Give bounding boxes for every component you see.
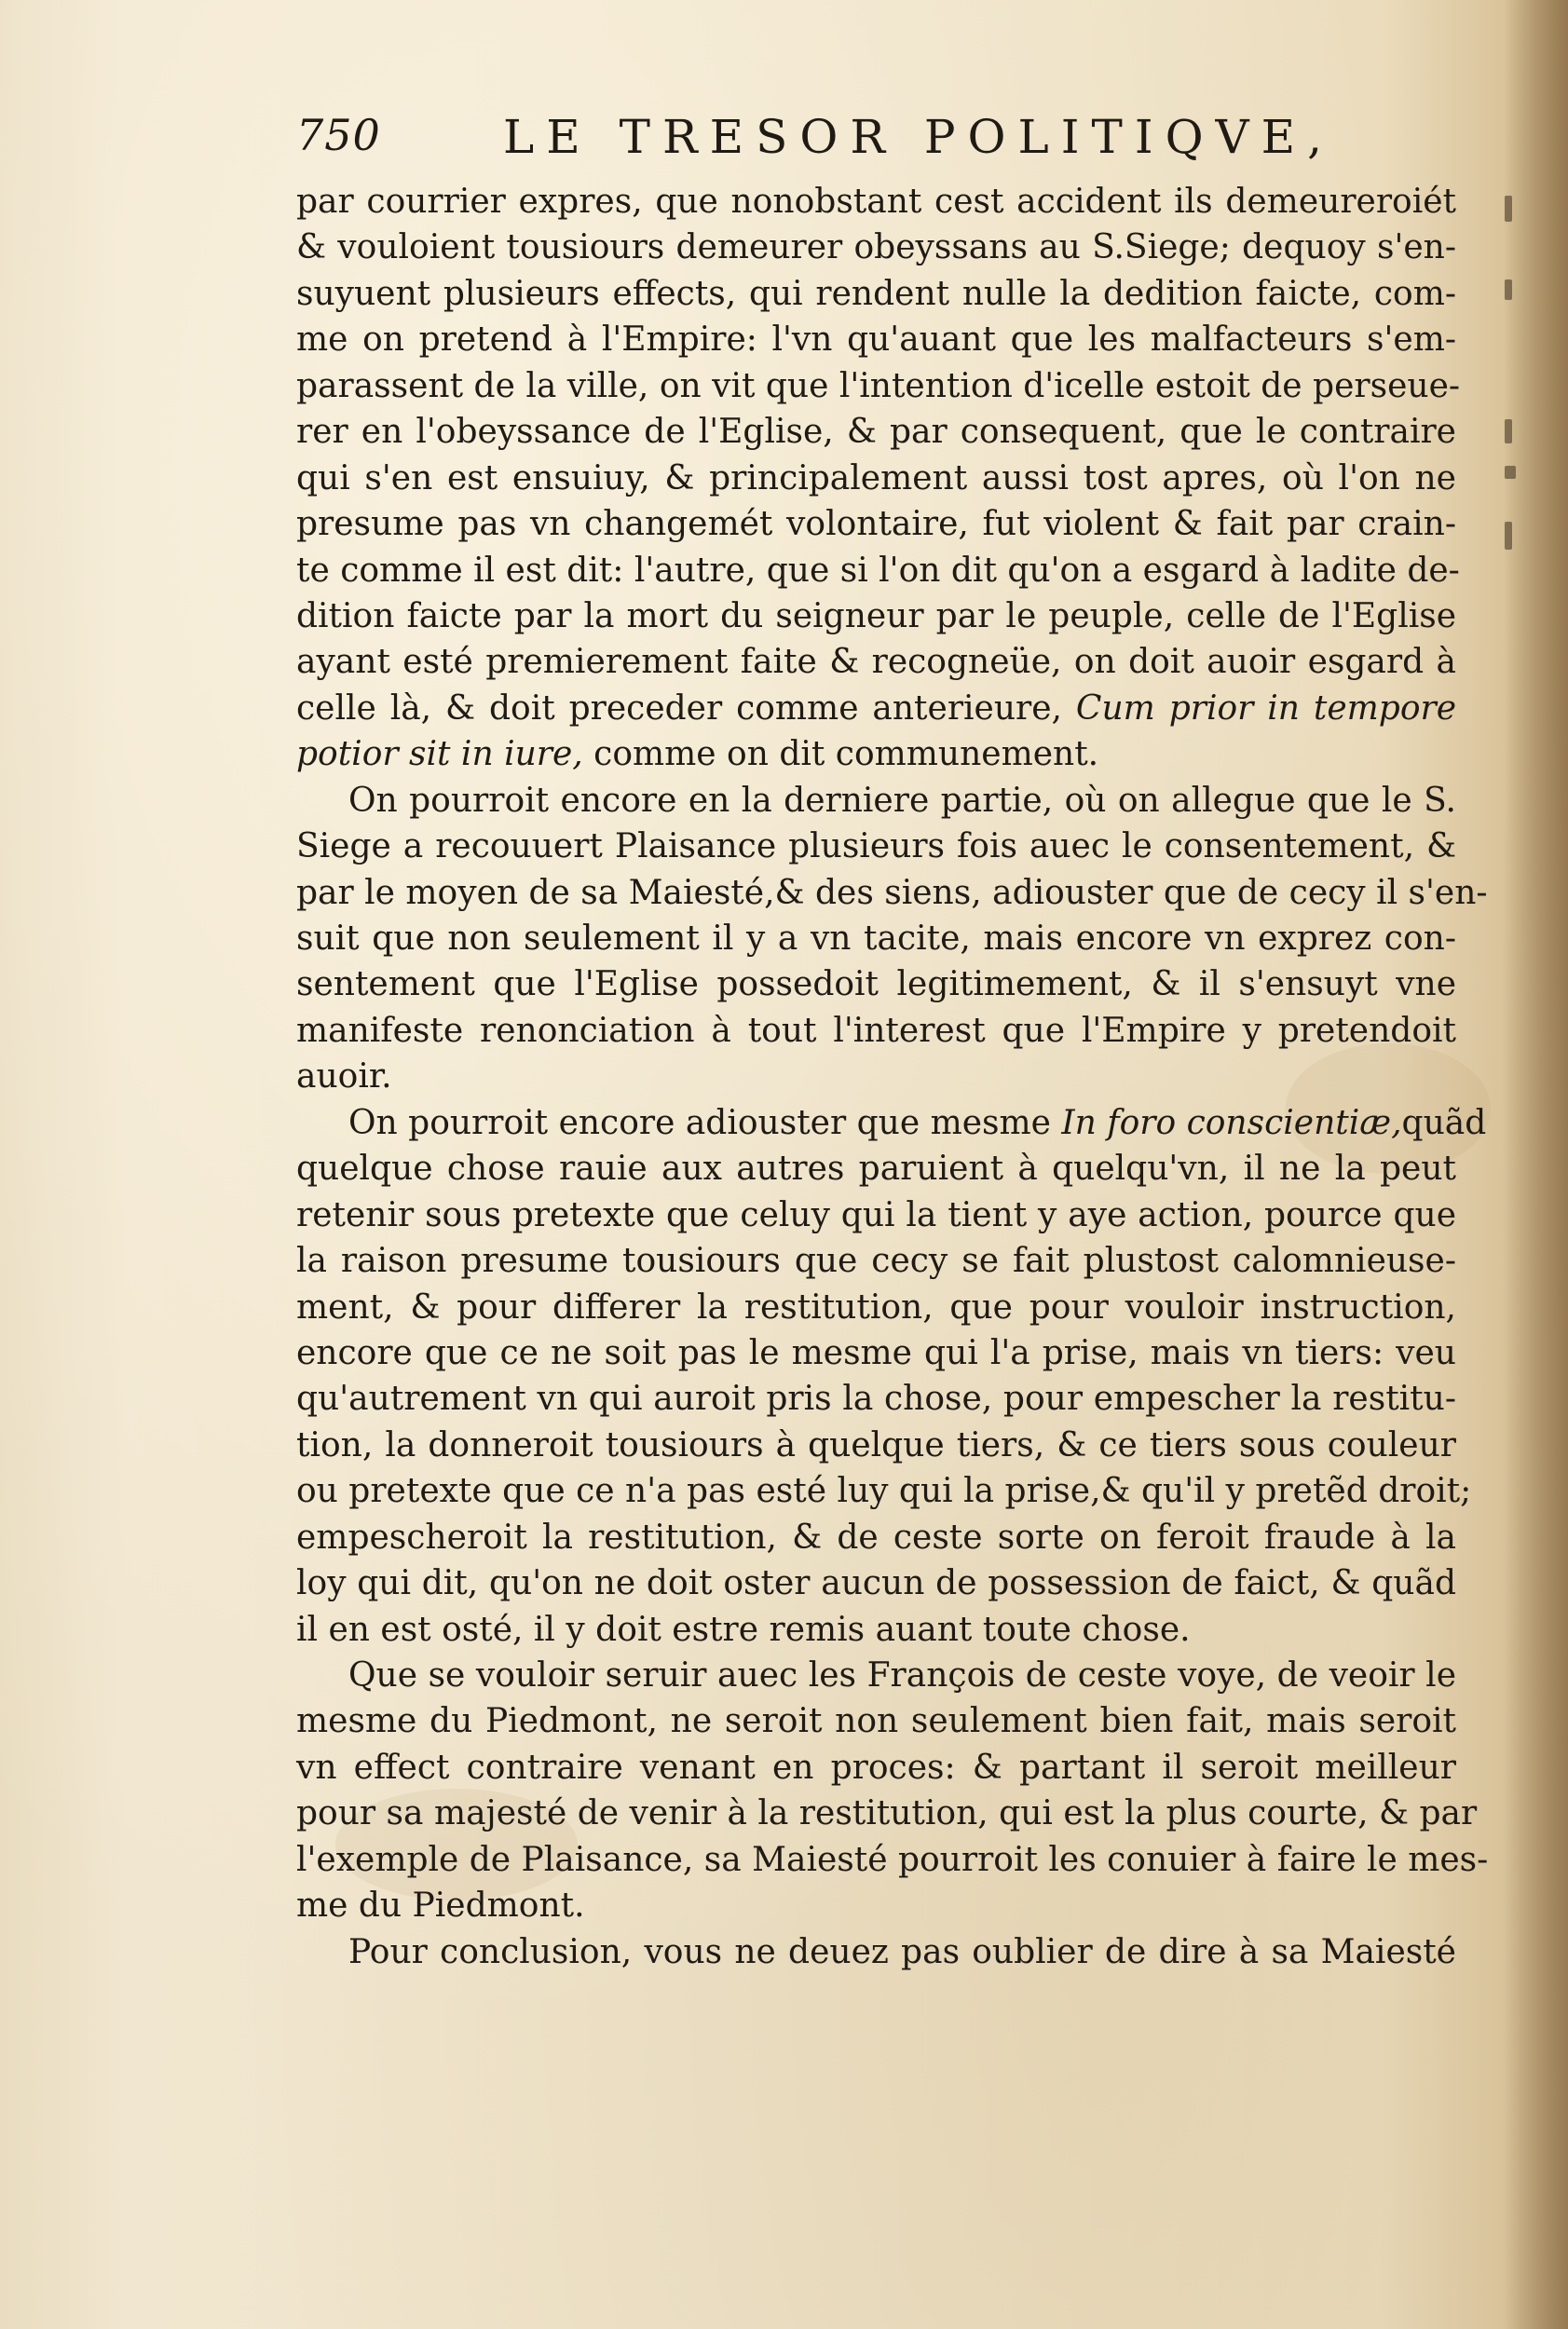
- line-text: retenir sous pretexte que celuy qui la tient y aye action, pource que: [296, 1195, 1456, 1234]
- text-line: [296, 1330, 1456, 1376]
- text-line: [296, 179, 1456, 225]
- text-line: [296, 916, 1456, 961]
- line-text: tion, la donneroit tousiours à quelque tiers, & ce tiers sous couleur: [296, 1425, 1456, 1464]
- line-text: ou pretexte que ce n'a pas esté luy qui la prise,& qu'il y pretẽd droit;: [296, 1472, 1472, 1511]
- text-line: [296, 824, 1456, 869]
- line-text: ment, & pour differer la restitution, que pour vouloir instruction,: [296, 1287, 1456, 1327]
- line-text: te comme il est dit: l'autre, que si l'on dit qu'on a esgard à ladite de-: [296, 551, 1460, 590]
- line-text: Siege a recouuert Plaisance plusieurs fois auec le consentement, &: [296, 827, 1456, 866]
- latin-phrase: In foro conscientiæ,: [1061, 1103, 1402, 1142]
- latin-phrase: potior sit in iure,: [296, 735, 583, 774]
- text-line: [296, 731, 1456, 777]
- line-text: par courrier expres, que nonobstant cest accident ils demeureroiét: [296, 183, 1456, 221]
- line-text: quãd: [1401, 1103, 1487, 1142]
- line-text: dition faicte par la mort du seigneur par le peuple, celle de l'Eglise: [296, 596, 1456, 635]
- text-line: [296, 271, 1456, 317]
- line-text: il en est osté, il y doit estre remis auant toute chose.: [296, 1610, 1191, 1649]
- line-text: encore que ce ne soit pas le mesme qui l'a prise, mais vn tiers: veu: [296, 1333, 1456, 1372]
- text-line: [296, 1653, 1456, 1698]
- text-line: [296, 1698, 1456, 1744]
- text-line: [296, 1929, 1456, 1975]
- line-text: me du Piedmont.: [296, 1886, 585, 1926]
- text-line: [296, 548, 1460, 593]
- text-line: [296, 639, 1456, 685]
- line-text: empescheroit la restitution, & de ceste sorte on feroit fraude à la: [296, 1518, 1456, 1557]
- line-text: quelque chose rauie aux autres paruient à quelqu'vn, il ne la peut: [296, 1150, 1456, 1189]
- text-line: [296, 961, 1456, 1007]
- body-text: [296, 179, 1489, 1975]
- text-line: [296, 1238, 1456, 1284]
- page-number: 750: [296, 110, 381, 160]
- line-text: me on pretend à l'Empire: l'vn qu'auant que les malfacteurs s'em-: [296, 320, 1456, 360]
- text-line: [296, 1468, 1472, 1514]
- line-text: Pour conclusion, vous ne deuez pas oublier de dire à sa Maiesté: [348, 1932, 1456, 1971]
- text-line: [296, 1008, 1456, 1054]
- bleed-through-mark: [1505, 419, 1512, 443]
- line-text: par le moyen de sa Maiesté,& des siens, adiouster que de cecy il s'en-: [296, 873, 1488, 912]
- text-line: [296, 1560, 1456, 1606]
- bleed-through-mark: [1505, 522, 1512, 550]
- text-line: [296, 1607, 1456, 1653]
- line-text: sentement que l'Eglise possedoit legitimement, & il s'ensuyt vne: [296, 965, 1456, 1004]
- line-text: On pourroit encore adiouster que mesme: [348, 1103, 1051, 1142]
- text-line: [296, 1837, 1489, 1883]
- text-line: [296, 225, 1456, 270]
- text-line: [296, 501, 1456, 547]
- line-text: Que se vouloir seruir auec les François de ceste voye, de veoir le: [348, 1656, 1456, 1695]
- bleed-through-mark: [1505, 279, 1512, 300]
- bleed-through-mark: [1505, 196, 1512, 222]
- running-header: [296, 110, 1472, 175]
- line-text: ayant esté premierement faite & recogneüe, on doit auoir esgard à: [296, 643, 1456, 682]
- line-text: l'exemple de Plaisance, sa Maiesté pourroit les conuier à faire le mes-: [296, 1840, 1489, 1879]
- text-line: [296, 1100, 1487, 1146]
- page-gutter-shadow: [1503, 0, 1568, 2329]
- text-line: [296, 1745, 1456, 1791]
- line-text: qu'autrement vn qui auroit pris la chose, pour empescher la restitu-: [296, 1380, 1456, 1419]
- latin-phrase: Cum prior in tempore: [1075, 688, 1457, 728]
- bleed-through-mark: [1505, 466, 1516, 479]
- line-text: parassent de la ville, on vit que l'intention d'icelle estoit de perseue-: [296, 366, 1461, 405]
- text-line: [296, 1423, 1456, 1468]
- text-line: [296, 1791, 1478, 1836]
- text-line: [296, 1146, 1456, 1192]
- text-line: [296, 1192, 1456, 1238]
- line-text: mesme du Piedmont, ne seroit non seulement bien fait, mais seroit: [296, 1702, 1456, 1741]
- line-text: presume pas vn changemét volontaire, fut violent & fait par crain-: [296, 505, 1456, 544]
- line-text: pour sa majesté de venir à la restitution, qui est la plus courte, & par: [296, 1794, 1478, 1833]
- line-text: comme on dit communement.: [582, 735, 1099, 774]
- line-text: auoir.: [296, 1057, 392, 1096]
- running-title: LE TRESOR POLITIQVE,: [503, 110, 1335, 164]
- text-line: [296, 1515, 1456, 1560]
- line-text: vn effect contraire venant en proces: & partant il seroit meilleur: [296, 1748, 1456, 1787]
- line-text: & vouloient tousiours demeurer obeyssans au S.Siege; dequoy s'en-: [296, 228, 1456, 267]
- text-line: [296, 1285, 1456, 1330]
- text-line: [296, 409, 1456, 455]
- line-text: suit que non seulement il y a vn tacite, mais encore vn exprez con-: [296, 919, 1456, 958]
- line-text: celle là, & doit preceder comme anterieure,: [296, 688, 1062, 728]
- line-text: manifeste renonciation à tout l'interest que l'Empire y pretendoit: [296, 1011, 1456, 1050]
- text-line: [296, 456, 1456, 501]
- text-line: [296, 1054, 1456, 1099]
- text-line: [296, 1883, 1456, 1928]
- text-line: [296, 363, 1461, 409]
- line-text: loy qui dit, qu'on ne doit oster aucun de possession de faict, & quãd: [296, 1564, 1456, 1603]
- text-line: [296, 778, 1456, 824]
- text-line: [296, 1376, 1456, 1422]
- line-text: suyuent plusieurs effects, qui rendent nulle la dedition faicte, com-: [296, 274, 1456, 313]
- text-line: [296, 593, 1456, 639]
- line-text: On pourroit encore en la derniere partie, où on allegue que le S.: [348, 781, 1456, 820]
- line-text: rer en l'obeyssance de l'Eglise, & par consequent, que le contraire: [296, 413, 1456, 452]
- text-line: [296, 686, 1456, 731]
- text-line: [296, 870, 1488, 916]
- text-line: [296, 317, 1456, 362]
- line-text: qui s'en est ensuiuy, & principalement aussi tost apres, où l'on ne: [296, 458, 1456, 497]
- line-text: la raison presume tousiours que cecy se fait plustost calomnieuse-: [296, 1242, 1456, 1281]
